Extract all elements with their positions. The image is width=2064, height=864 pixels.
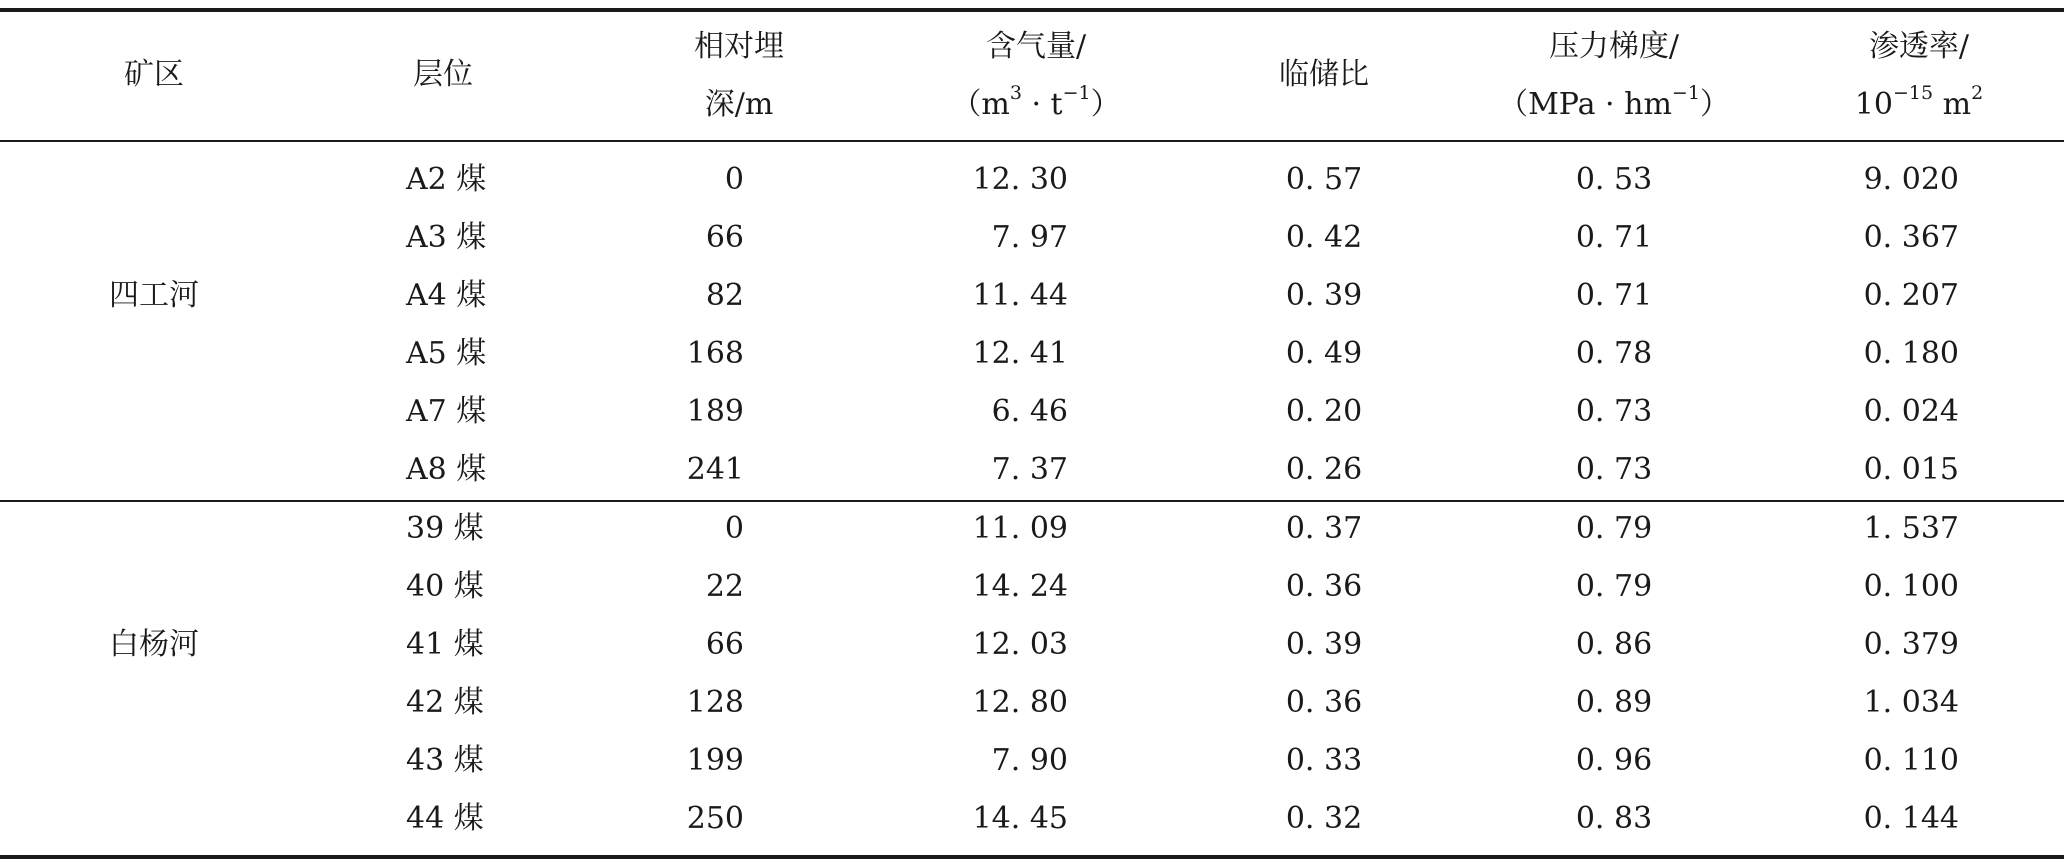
cell-gas: 7. 97	[991, 220, 1068, 255]
cell-gas: 7. 37	[991, 452, 1068, 487]
header-pressure-unit-a: （MPa · hm	[1498, 87, 1672, 122]
cell-layer: 43 煤	[406, 743, 484, 778]
cell-ratio: 0. 49	[1285, 336, 1363, 371]
cell-ratio: 0. 36	[1285, 685, 1363, 720]
cell-depth: 241	[686, 452, 744, 487]
cell-depth: 250	[686, 801, 744, 836]
cell-gas: 12. 80	[972, 685, 1068, 720]
cell-layer: 41 煤	[406, 627, 484, 662]
cell-perm: 0. 207	[1863, 278, 1959, 313]
cell-perm: 0. 180	[1863, 336, 1959, 371]
header-depth-line1: 相对埋	[694, 29, 784, 64]
cell-depth: 199	[686, 743, 744, 778]
table-header-rule	[0, 140, 2064, 142]
cell-pressure: 0. 71	[1575, 220, 1653, 255]
header-gas-unit-exp1: 3	[1009, 82, 1022, 104]
header-layer: 层位	[413, 57, 473, 92]
header-gas-unit-c: ）	[1090, 87, 1121, 122]
header-perm-unit-exp2: 2	[1971, 82, 1984, 104]
header-area: 矿区	[124, 57, 184, 92]
header-pressure-line1: 压力梯度/	[1548, 29, 1680, 64]
cell-depth: 189	[686, 394, 744, 429]
table-bottom-rule	[0, 855, 2064, 859]
cell-perm: 0. 024	[1863, 394, 1959, 429]
cell-pressure: 0. 73	[1575, 452, 1653, 487]
cell-depth: 66	[705, 627, 744, 662]
cell-ratio: 0. 42	[1285, 220, 1363, 255]
cell-ratio: 0. 57	[1285, 162, 1363, 197]
cell-perm: 9. 020	[1863, 162, 1959, 197]
group-area-label: 白杨河	[109, 627, 199, 662]
cell-ratio: 0. 20	[1285, 394, 1363, 429]
header-ratio: 临储比	[1279, 57, 1369, 92]
cell-pressure: 0. 83	[1575, 801, 1653, 836]
cell-pressure: 0. 79	[1575, 569, 1653, 604]
cell-pressure: 0. 96	[1575, 743, 1653, 778]
cell-pressure: 0. 53	[1575, 162, 1653, 197]
cell-perm: 0. 379	[1863, 627, 1959, 662]
cell-ratio: 0. 39	[1285, 278, 1363, 313]
cell-ratio: 0. 37	[1285, 511, 1363, 546]
header-perm-line2	[1854, 82, 1984, 122]
header-pressure	[1498, 30, 1730, 122]
cell-perm: 1. 034	[1863, 685, 1959, 720]
header-gas-line2	[951, 82, 1121, 122]
header-pressure-unit-exp: −1	[1671, 82, 1700, 104]
cell-layer: A8 煤	[406, 452, 487, 487]
cell-gas: 6. 46	[991, 394, 1068, 429]
cell-depth: 22	[705, 569, 744, 604]
cell-ratio: 0. 26	[1285, 452, 1363, 487]
cell-depth: 128	[686, 685, 744, 720]
cell-pressure: 0. 79	[1575, 511, 1653, 546]
header-perm-unit-a: 10	[1854, 87, 1893, 122]
cell-layer: 40 煤	[406, 569, 484, 604]
cell-gas: 12. 03	[972, 627, 1068, 662]
cell-perm: 0. 100	[1863, 569, 1959, 604]
cell-gas: 14. 45	[972, 801, 1068, 836]
cell-gas: 11. 44	[972, 278, 1068, 313]
cell-gas: 7. 90	[991, 743, 1068, 778]
header-gas-line1: 含气量/	[985, 29, 1087, 64]
header-perm-unit-b: m	[1933, 87, 1972, 122]
cell-layer: A2 煤	[406, 162, 487, 197]
cell-pressure: 0. 78	[1575, 336, 1653, 371]
cell-gas: 14. 24	[972, 569, 1068, 604]
header-gas	[951, 30, 1120, 122]
header-gas-unit-b: · t	[1021, 87, 1063, 122]
header-gas-unit-a: （m	[951, 87, 1010, 122]
cell-layer: A5 煤	[406, 336, 487, 371]
cell-layer: A4 煤	[406, 278, 487, 313]
table-top-rule	[0, 8, 2064, 12]
cell-depth: 66	[705, 220, 744, 255]
cell-layer: A3 煤	[406, 220, 487, 255]
cell-depth: 0	[724, 162, 744, 197]
cell-perm: 0. 367	[1863, 220, 1959, 255]
cell-layer: A7 煤	[406, 394, 487, 429]
cell-ratio: 0. 36	[1285, 569, 1363, 604]
cell-depth: 82	[705, 278, 744, 313]
header-gas-unit-exp2: −1	[1062, 82, 1091, 104]
cell-layer: 42 煤	[406, 685, 484, 720]
header-depth	[694, 30, 784, 122]
cell-pressure: 0. 86	[1575, 627, 1653, 662]
cell-ratio: 0. 33	[1285, 743, 1363, 778]
cell-depth: 0	[724, 511, 744, 546]
header-perm	[1855, 30, 1983, 122]
cell-perm: 0. 015	[1863, 452, 1959, 487]
cell-perm: 0. 144	[1863, 801, 1959, 836]
header-perm-unit-exp1: −15	[1893, 82, 1934, 104]
cell-layer: 44 煤	[406, 801, 484, 836]
cell-depth: 168	[686, 336, 744, 371]
cell-pressure: 0. 73	[1575, 394, 1653, 429]
cell-ratio: 0. 32	[1285, 801, 1363, 836]
header-perm-line1: 渗透率/	[1868, 29, 1970, 64]
header-depth-line2: 深/m	[704, 87, 774, 122]
cell-perm: 1. 537	[1863, 511, 1959, 546]
cell-pressure: 0. 71	[1575, 278, 1653, 313]
cell-gas: 12. 41	[972, 336, 1068, 371]
group-separator-rule	[0, 500, 2064, 502]
header-pressure-line2	[1498, 82, 1730, 122]
cell-perm: 0. 110	[1863, 743, 1959, 778]
group-area-label: 四工河	[109, 278, 199, 313]
cell-layer: 39 煤	[406, 511, 484, 546]
header-pressure-unit-b: ）	[1699, 87, 1730, 122]
cell-gas: 11. 09	[972, 511, 1068, 546]
cell-pressure: 0. 89	[1575, 685, 1653, 720]
cell-ratio: 0. 39	[1285, 627, 1363, 662]
cell-gas: 12. 30	[972, 162, 1068, 197]
